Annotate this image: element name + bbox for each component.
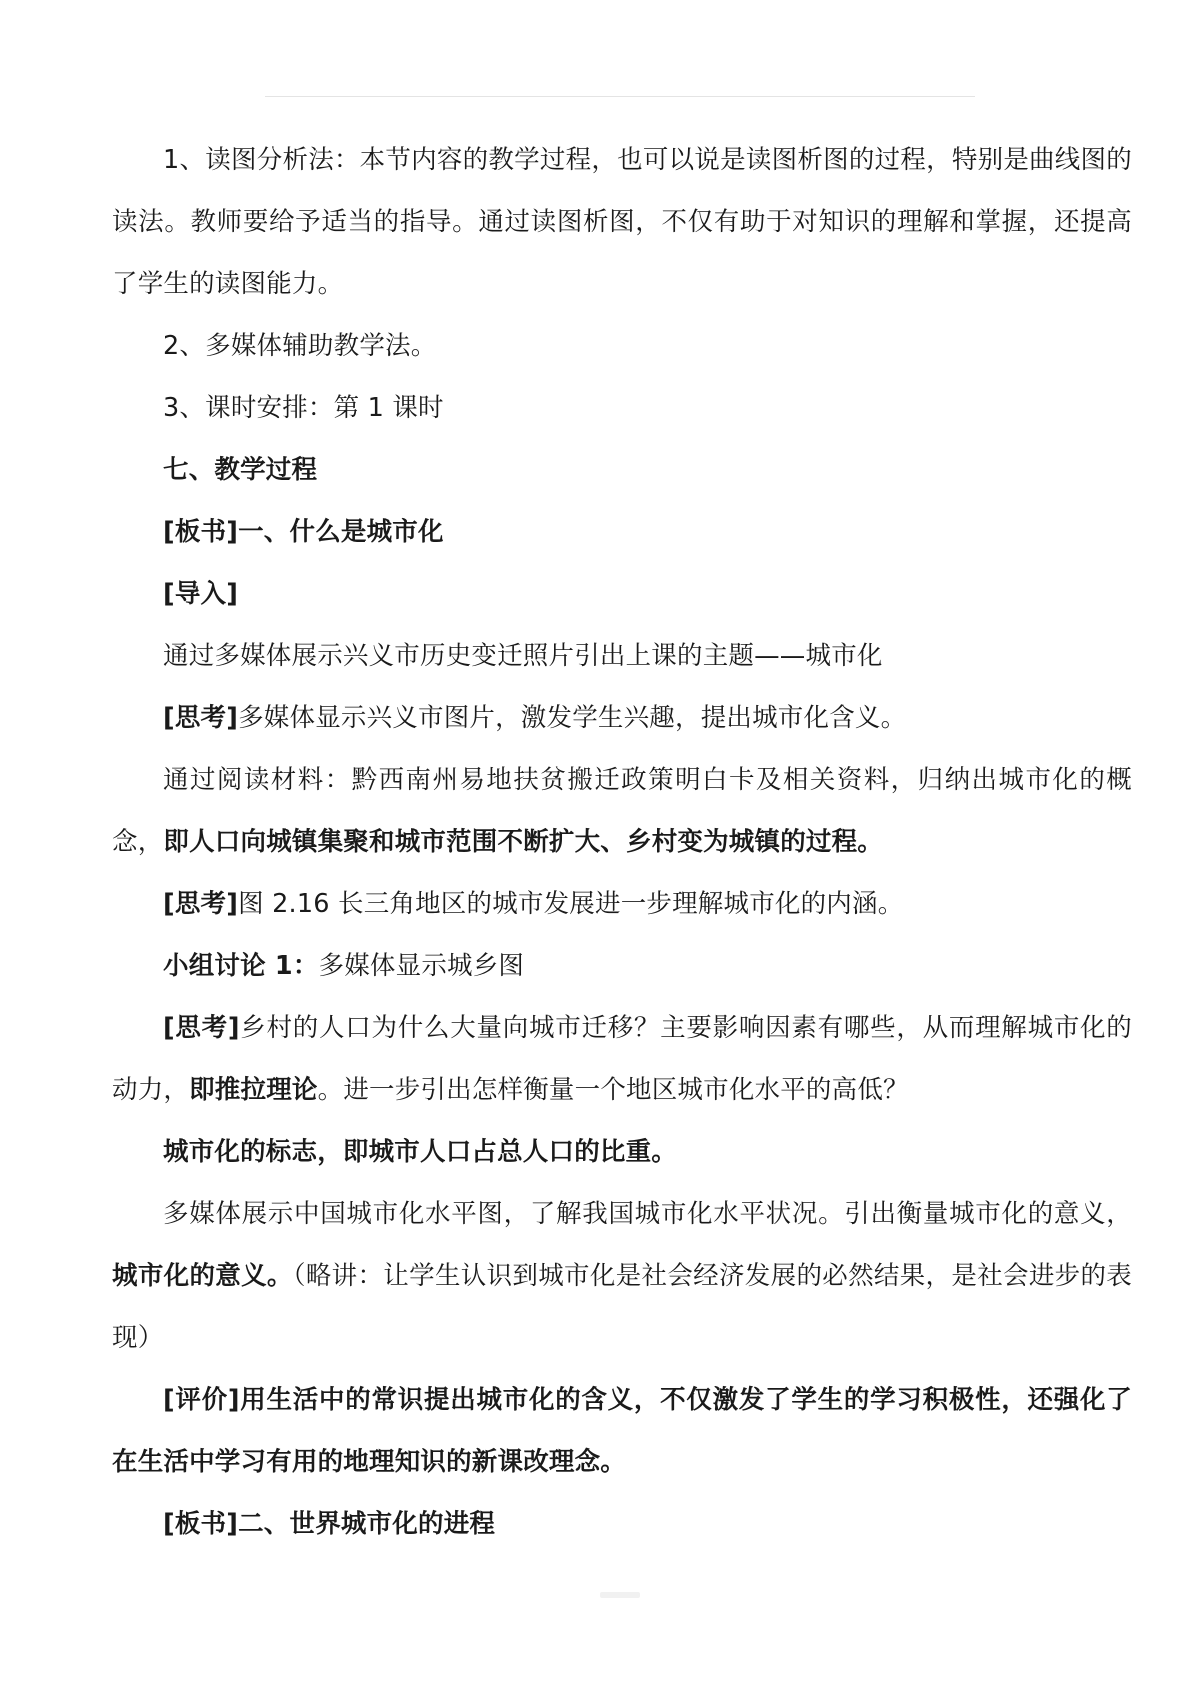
paragraph-6 xyxy=(112,563,1132,625)
body-text: 乡村的人口为什么大量向城市迁移？主要影响因素有哪些，从而理解城市化的动力， xyxy=(112,1013,1133,1105)
paragraph-10 xyxy=(112,873,1132,935)
bold-text: 即人口向城镇集聚和城市范围不断扩大、乡村变为城镇的过程。 xyxy=(163,827,884,857)
paragraph-5 xyxy=(112,501,1132,563)
paragraph-2 xyxy=(112,315,1132,377)
paragraph-8 xyxy=(112,687,1132,749)
bold-text: 城市化的标志，即城市人口占总人口的比重。 xyxy=(163,1137,678,1167)
body-text: （略讲：让学生认识到城市化是社会经济发展的必然结果，是社会进步的表现） xyxy=(112,1261,1133,1353)
paragraph-15 xyxy=(112,1369,1132,1493)
body-text: 图 2.16 长三角地区的城市发展进一步理解城市化的内涵。 xyxy=(238,889,904,919)
bold-text: [思考] xyxy=(163,703,239,733)
body-text: 。进一步引出怎样衡量一个地区城市化水平的高低？ xyxy=(317,1075,909,1105)
paragraph-1 xyxy=(112,129,1132,315)
body-text: 2、多媒体辅助教学法。 xyxy=(163,331,437,361)
bold-text: 七、教学过程 xyxy=(163,455,318,485)
body-text: 1、读图分析法：本节内容的教学过程，也可以说是读图析图的过程，特别是曲线图的读法。教师要给予适当的指导。通过读图析图，不仅有助于对知识的理解和掌握，还提高了学生的读图能力。 xyxy=(112,145,1132,299)
bold-text: 即推拉理论 xyxy=(189,1075,318,1105)
bold-text: [评价]用生活中的常识提出城市化的含义，不仅激发了学生的学习积极性，还强化了在生活中学习有用的地理知识的新课改理念。 xyxy=(112,1385,1132,1477)
body-text: 多媒体显示兴义市图片，激发学生兴趣，提出城市化含义。 xyxy=(238,703,907,733)
bold-text: 城市化的意义。 xyxy=(112,1261,293,1291)
paragraph-3 xyxy=(112,377,1132,439)
paragraph-11 xyxy=(112,935,1132,997)
paragraph-14 xyxy=(112,1183,1132,1369)
paragraph-9 xyxy=(112,749,1132,873)
body-text: 多媒体显示城乡图 xyxy=(318,951,525,981)
paragraph-16 xyxy=(112,1493,1132,1555)
bold-text: 小组讨论 1： xyxy=(163,951,319,981)
header-divider xyxy=(265,96,975,97)
bold-text: [思考] xyxy=(163,1013,240,1043)
body-text: 多媒体展示中国城市化水平图，了解我国城市化水平状况。引出衡量城市化的意义， xyxy=(163,1199,1132,1229)
body-text: 通过阅读材料：黔西南州易地扶贫搬迁政策明白卡及相关资料，归纳出城市化的概念， xyxy=(112,765,1132,857)
paragraph-12 xyxy=(112,997,1132,1121)
footer-mark xyxy=(600,1592,640,1598)
body-text: 通过多媒体展示兴义市历史变迁照片引出上课的主题——城市化 xyxy=(163,641,883,671)
body-text: 3、课时安排：第 1 课时 xyxy=(163,393,444,423)
document-body xyxy=(112,129,1132,1555)
bold-text: [板书]一、什么是城市化 xyxy=(163,517,444,547)
bold-text: [板书]二、世界城市化的进程 xyxy=(163,1509,496,1539)
bold-text: [导入] xyxy=(163,579,239,609)
paragraph-7 xyxy=(112,625,1132,687)
paragraph-4 xyxy=(112,439,1132,501)
bold-text: [思考] xyxy=(163,889,239,919)
paragraph-13 xyxy=(112,1121,1132,1183)
